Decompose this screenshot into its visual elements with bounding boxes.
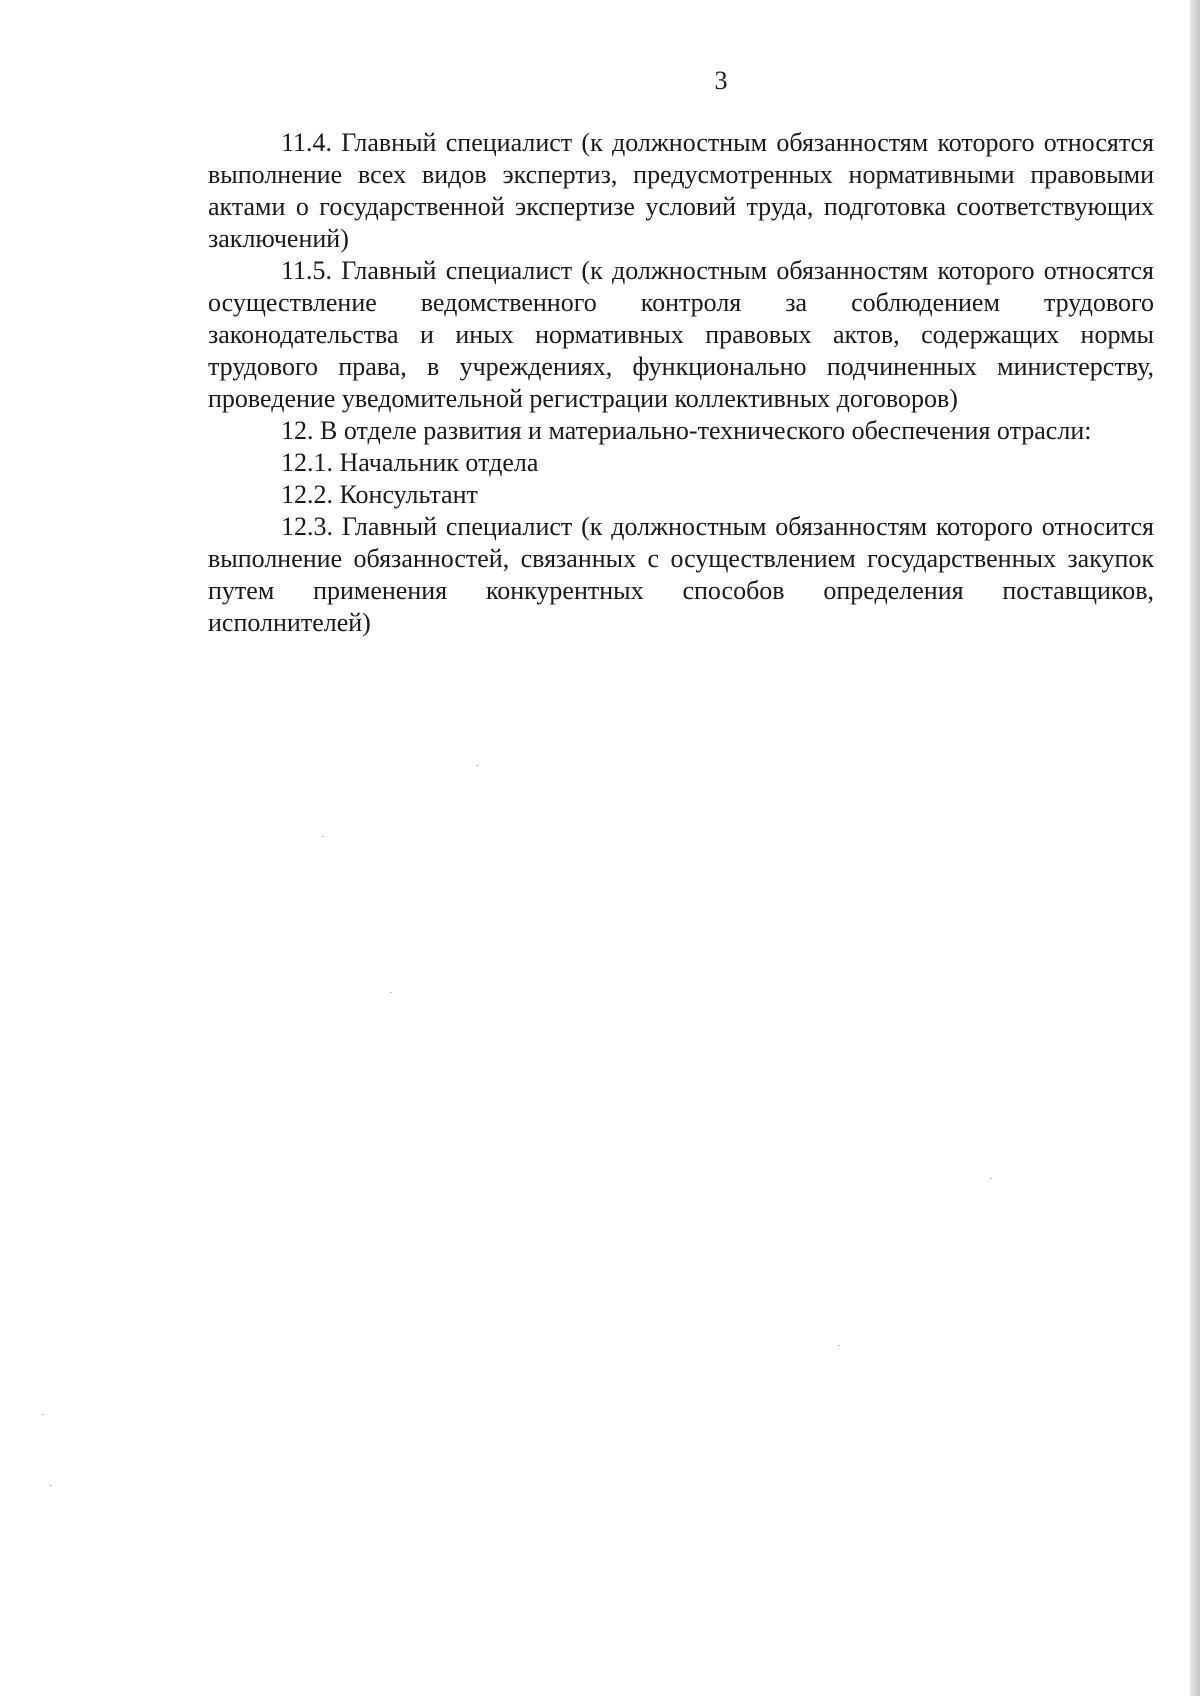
- page-number: 3: [714, 66, 728, 95]
- scan-speck: [390, 992, 392, 993]
- scan-speck: [476, 765, 478, 766]
- paragraph-11-4: 11.4. Главный специалист (к должностным обязанностям которого относятся выполнение всех видов экспертиз, предусмотренных нормативными правовыми актами о государственной экспертизе условий труда, подготовка соответствующих заключений): [208, 128, 1154, 253]
- scan-speck: [322, 836, 324, 837]
- paragraph-12: 12. В отделе развития и материально-технического обеспечения отрасли:: [281, 416, 1092, 445]
- scan-speck: [42, 1414, 44, 1415]
- scan-speck: [50, 1485, 52, 1486]
- paragraph-12-3: 12.3. Главный специалист (к должностным обязанностям которого относится выполнение обязанностей, связанных с осуществлением государственных закупок путем применения конкурентных способов определения поставщиков, исполнителей): [208, 512, 1154, 637]
- scan-speck: [838, 1345, 840, 1346]
- scan-page-edge: [1190, 0, 1200, 1696]
- paragraph-12-2: 12.2. Консультант: [281, 480, 478, 509]
- paragraph-12-1: 12.1. Начальник отдела: [281, 448, 539, 477]
- paragraph-11-5: 11.5. Главный специалист (к должностным обязанностям которого относятся осуществление ведомственного контроля за соблюдением трудового законодательства и иных нормативных правовых актов, содержащих нормы трудового права, в учреждениях, функционально подчиненных министерству, проведение уведомительной регистрации коллективных договоров): [208, 256, 1154, 413]
- scan-speck: [990, 1178, 992, 1179]
- document-body: [208, 127, 1154, 639]
